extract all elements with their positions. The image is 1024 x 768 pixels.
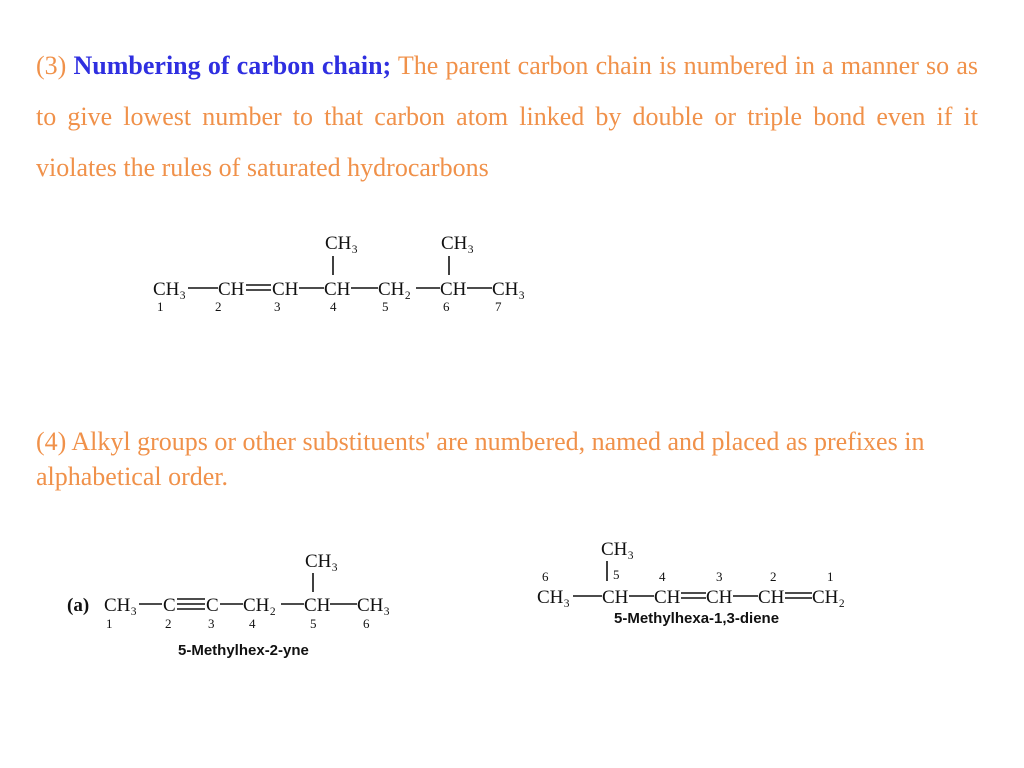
struct1-group-5: CH₂ — [378, 279, 412, 300]
struct3-group-1: CH₂ — [812, 587, 846, 608]
struct2-num-4: 4 — [249, 616, 256, 631]
struct1-branch-6: CH₃ — [441, 233, 475, 254]
struct3-num-6: 6 — [542, 569, 549, 584]
struct2-group-4: CH₂ — [243, 595, 277, 616]
rule-3-number: (3) — [36, 51, 67, 80]
struct1-num-6: 6 — [443, 299, 450, 314]
struct2-group-1: CH₃ — [104, 595, 138, 616]
struct2-num-5: 5 — [310, 616, 317, 631]
struct1-num-5: 5 — [382, 299, 389, 314]
struct1-group-3: CH — [272, 279, 299, 300]
struct2-group-5: CH — [304, 595, 331, 616]
struct1-group-7: CH₃ — [492, 279, 526, 300]
struct2-label: (a) — [67, 595, 90, 616]
struct3-num-1: 1 — [827, 569, 834, 584]
rule-3-paragraph — [36, 40, 978, 193]
struct1-group-2: CH — [218, 279, 245, 300]
structure-1 — [140, 225, 560, 335]
struct3-group-5: CH — [602, 587, 629, 608]
struct2-group-2: C — [163, 595, 176, 616]
struct2-num-1: 1 — [106, 616, 113, 631]
struct1-branch-4: CH₃ — [325, 233, 359, 254]
rule-3-heading: Numbering of carbon chain; — [73, 51, 392, 80]
struct3-num-2: 2 — [770, 569, 777, 584]
struct3-group-3: CH — [706, 587, 733, 608]
struct3-group-6: CH₃ — [537, 587, 571, 608]
struct2-group-3: C — [206, 595, 219, 616]
struct3-caption: 5-Methylhexa-1,3-diene — [614, 610, 780, 627]
struct2-caption: 5-Methylhex-2-yne — [178, 642, 309, 659]
struct3-group-4: CH — [654, 587, 681, 608]
struct3-num-3: 3 — [716, 569, 723, 584]
struct2-num-3: 3 — [208, 616, 215, 631]
struct1-num-2: 2 — [215, 299, 222, 314]
struct1-num-1: 1 — [157, 299, 164, 314]
struct3-group-2: CH — [758, 587, 785, 608]
struct2-num-6: 6 — [363, 616, 370, 631]
struct2-num-2: 2 — [165, 616, 172, 631]
struct1-num-4: 4 — [330, 299, 337, 314]
struct3-num-4: 4 — [659, 569, 666, 584]
structure-2 — [62, 540, 412, 665]
struct1-num-3: 3 — [274, 299, 281, 314]
struct1-group-6: CH — [440, 279, 467, 300]
struct1-group-1: CH₃ — [153, 279, 187, 300]
struct1-group-4: CH — [324, 279, 351, 300]
struct2-branch: CH₃ — [305, 551, 339, 572]
struct3-num-5: 5 — [613, 567, 620, 582]
struct3-branch: CH₃ — [601, 539, 635, 560]
rule-4-paragraph: (4) Alkyl groups or other substituents' are numbered, named and placed as prefixes in alphabetical order. — [36, 427, 925, 491]
structure-3 — [530, 530, 875, 635]
struct1-num-7: 7 — [495, 299, 502, 314]
rule-3-text: The parent carbon chain is numbered in a manner so as to give lowest number to that carbon atom linked by double or triple bond even if it violates the rules of saturated hydrocarbons — [36, 51, 979, 182]
struct2-group-6: CH₃ — [357, 595, 391, 616]
